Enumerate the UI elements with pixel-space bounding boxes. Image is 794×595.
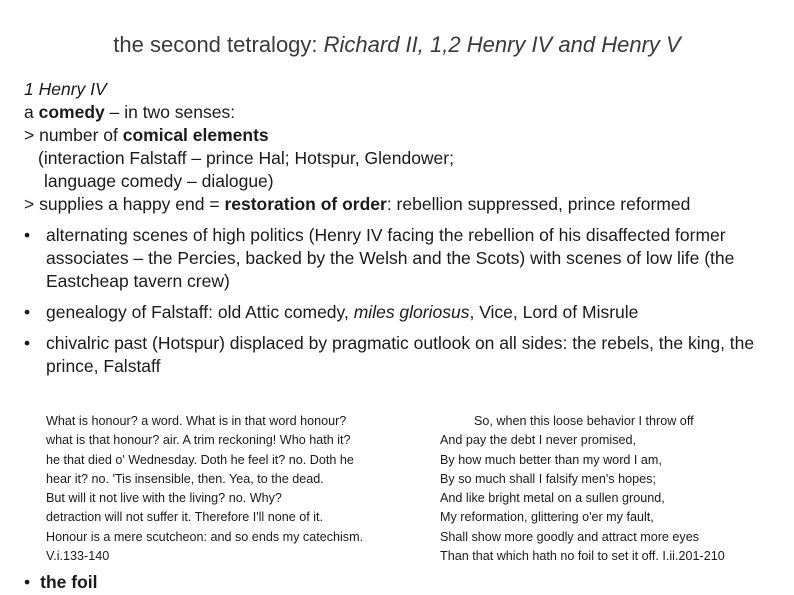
sense-one-pre: > number of: [24, 125, 123, 145]
quote-hal-soliloquy: [440, 412, 790, 566]
sense-one-detail-2: language comedy – dialogue): [44, 171, 274, 191]
quote-line: Honour is a mere scutcheon: and so ends my catechism.: [46, 529, 364, 544]
bullet-text: [46, 301, 788, 324]
sense-one-detail-1: (interaction Falstaff – prince Hal; Hotspur, Glendower;: [38, 148, 454, 168]
bullet-icon: •: [24, 302, 31, 322]
quote-line: But will it not live with the living? no. Why?: [46, 491, 282, 506]
bullet-text: alternating scenes of high politics (Henry IV facing the rebellion of his disaffected former associates – the Percies, backed by the Welsh and the Scots) with scenes of low life (the Eastcheap tavern crew): [46, 225, 735, 291]
bullet-genealogy: [24, 301, 788, 324]
quote-line: By so much shall I falsify men's hopes;: [440, 471, 656, 486]
quote-line: So, when this loose behavior I throw off: [474, 414, 694, 428]
title-italic: Richard II, 1,2 Henry IV and Henry V: [323, 32, 681, 57]
quote-line: Shall show more goodly and attract more eyes: [440, 529, 700, 544]
intro-line: [24, 101, 788, 124]
quote-falstaff-honour: [46, 412, 426, 566]
quote-line: hear it? no. 'Tis insensible, then. Yea, to the dead.: [46, 471, 324, 486]
quote-line: And pay the debt I never promised,: [440, 433, 637, 448]
bullet-alternating-scenes: [24, 224, 788, 293]
quote-line: What is honour? a word. What is in that word honour?: [46, 414, 347, 428]
bullet-icon: •: [24, 333, 31, 353]
section-heading: [24, 78, 788, 101]
quote-line: And like bright metal on a sullen ground,: [440, 491, 665, 506]
quote-line: By how much better than my word I am,: [440, 452, 662, 467]
intro-a-bold: comedy: [38, 102, 105, 122]
quote-line: My reformation, glittering o'er my fault,: [440, 510, 654, 525]
bullet-the-foil: [24, 572, 98, 593]
sense-two-pre: > supplies a happy end =: [24, 194, 225, 214]
quote-line: what is that honour? air. A trim reckoning! Who hath it?: [46, 433, 351, 448]
bullet-text: chivalric past (Hotspur) displaced by pragmatic outlook on all sides: the rebels, the king, the prince, Falstaff: [46, 333, 755, 376]
slide-body: [24, 78, 788, 378]
intro-a-pre: a: [24, 102, 39, 122]
bullet-chivalric-past: [24, 332, 788, 378]
bullet-text: the foil: [40, 572, 98, 592]
sense-one: [24, 124, 788, 147]
quote-citation: V.i.133-140: [46, 549, 110, 564]
sense-two: [24, 193, 788, 216]
genealogy-post: , Vice, Lord of Misrule: [469, 302, 639, 322]
sense-two-bold: restoration of order: [224, 194, 387, 214]
quote-line: detraction will not suffer it. Therefore I'll none of it.: [46, 510, 324, 525]
genealogy-pre: genealogy of Falstaff: old Attic comedy,: [46, 302, 354, 322]
section-heading-text: 1 Henry IV: [24, 79, 107, 99]
slide-title: [0, 32, 794, 58]
quote-line: Than that which hath no foil to set it off. I.ii.201-210: [440, 549, 725, 564]
intro-a-post: – in two senses:: [104, 102, 236, 122]
sense-one-bold: comical elements: [122, 125, 269, 145]
bullet-icon: •: [24, 225, 31, 245]
sense-two-post: : rebellion suppressed, prince reformed: [386, 194, 691, 214]
quote-line: he that died o' Wednesday. Doth he feel it? no. Doth he: [46, 452, 354, 467]
bullet-icon: •: [24, 572, 31, 592]
title-plain: the second tetralogy:: [113, 32, 324, 57]
genealogy-italic: miles gloriosus: [353, 302, 470, 322]
